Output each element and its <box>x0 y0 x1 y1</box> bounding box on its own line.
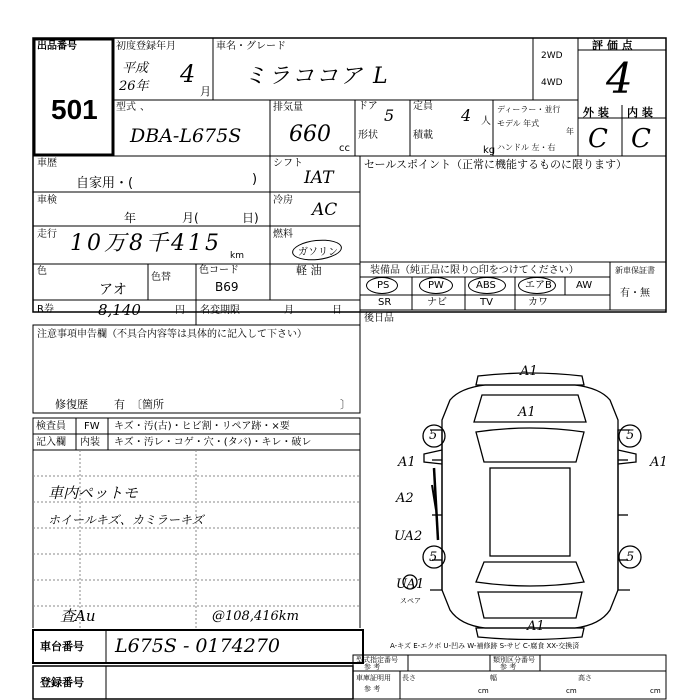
color-code-label: 色コード <box>199 265 239 276</box>
height-cm: cm <box>650 687 661 695</box>
era: 平成 <box>122 61 149 76</box>
lot-no: 501 <box>51 94 98 125</box>
chassis-value: L675S - 0174270 <box>115 635 281 657</box>
month-num: 4 <box>180 60 196 88</box>
equip-navi: ナビ <box>427 297 447 308</box>
color-label: 色 <box>37 266 47 277</box>
inspector-interior: 内装 <box>80 437 100 448</box>
width-label: 幅 <box>490 674 497 682</box>
length-label: 長さ <box>402 674 416 682</box>
cert-ref: 参 考 <box>364 685 381 693</box>
notes-label: 注意事項申告欄（不具合内容等は具体的に記入して下さい） <box>37 329 307 340</box>
interior-label: 内 装 <box>627 106 653 119</box>
mark-left-front: A1 <box>398 455 416 470</box>
mark-front-bumper: A1 <box>520 364 538 379</box>
ending-mileage: @108,416km <box>212 609 299 624</box>
inspection-day: 日) <box>242 211 259 225</box>
drive-2wd: 2WD <box>541 51 563 61</box>
color-code: B69 <box>215 280 239 294</box>
circle-airbag <box>518 277 556 294</box>
cc: cc <box>339 143 350 154</box>
inspector-row2: キズ・汚レ・コゲ・穴・(タバ)・キレ・破レ <box>114 437 312 448</box>
name-change-label: 名変期限 <box>200 305 240 316</box>
ending-note: 査Au <box>60 607 96 625</box>
exterior-label: 外 装 <box>583 106 609 119</box>
equip-pw: PW <box>428 280 444 291</box>
r-value: 8,140 <box>98 301 141 319</box>
mileage-label: 走行 <box>37 229 57 240</box>
model-year-label: モデル 年式 <box>497 119 540 128</box>
warranty-value: 有・無 <box>620 288 650 299</box>
inspector-fw: FW <box>84 421 100 432</box>
car-name-label: 車名・グレード <box>216 41 286 52</box>
inspector-label1: 検査員 <box>36 421 66 432</box>
displacement-label: 排気量 <box>273 102 303 113</box>
kg: kg <box>483 145 496 156</box>
mark-hood: A1 <box>518 405 536 420</box>
color-value: アオ <box>99 282 127 298</box>
length-cm: cm <box>478 687 489 695</box>
mark-right-front: A1 <box>650 455 668 470</box>
mark-wheel-fl: 5 <box>429 428 438 443</box>
fuel-label: 燃料 <box>273 229 293 240</box>
cert-label: 車庫証明用 <box>356 674 391 682</box>
km: km <box>230 251 244 261</box>
category-ref: 参 考 <box>500 663 517 671</box>
equip-aw: AW <box>576 280 593 291</box>
recolor-label: 色替 <box>151 272 171 283</box>
fuel-diesel: 軽 油 <box>296 264 322 277</box>
repair-label: 修復歴 <box>55 398 88 411</box>
exterior-grade: C <box>588 124 608 154</box>
equip-abs: ABS <box>476 280 496 291</box>
mark-rear-bumper: A1 <box>527 619 545 634</box>
drive-4wd: 4WD <box>541 78 563 88</box>
displacement: 660 <box>289 122 331 147</box>
r-label: R券 <box>37 304 54 315</box>
memo-line-1: 車内ペットモ <box>48 484 139 502</box>
mark-left-rear-door: UA2 <box>394 529 423 544</box>
chassis-label: 車台番号 <box>40 640 84 653</box>
category-label: 類別区分番号 <box>493 656 535 664</box>
location-close: 〕 <box>340 398 351 411</box>
mileage: 10万8千415 <box>70 231 222 256</box>
type-label: 型式指定番号 <box>356 656 398 664</box>
inspector-row1: キズ・汚(古)・ヒビ割・リペア跡・×要 <box>114 421 290 432</box>
aftermarket-label: 後日品 <box>364 313 394 324</box>
month-unit: 月 <box>200 85 211 98</box>
door-label: ドア <box>358 101 378 112</box>
year: 26年 <box>119 79 149 94</box>
circle-abs <box>468 277 506 294</box>
mark-wheel-fr: 5 <box>626 428 635 443</box>
name-change-day: 日 <box>332 305 342 316</box>
height-label: 高さ <box>578 674 592 682</box>
capacity-label: 定員 <box>413 101 433 112</box>
equip-tv: TV <box>480 297 493 308</box>
repair-value: 有 <box>114 398 125 411</box>
inspection-year: 年 <box>124 211 137 225</box>
warranty-label: 新車保証書 <box>615 266 655 275</box>
model-label: 型式 <box>116 102 136 113</box>
model-year-unit: 年 <box>566 127 574 136</box>
sales-label: セールスポイント（正常に機能するものに限ります） <box>364 158 628 171</box>
eval-label: 評 価 点 <box>592 39 633 52</box>
car-name: ミラココア L <box>244 64 390 89</box>
location-label: 〔箇所 <box>131 398 164 411</box>
inspection-label: 車検 <box>37 195 57 206</box>
spare-label: スペア <box>400 597 421 605</box>
memo-line-2: ホイールキズ、カミラーキズ <box>48 513 204 527</box>
equip-ps: PS <box>377 280 390 291</box>
inspector-label2: 記入欄 <box>36 437 66 448</box>
inspection-month: 月( <box>182 211 199 225</box>
fuel-gasoline: ガソリン <box>298 247 338 258</box>
circle-pw <box>419 277 453 294</box>
equip-airbag: エアB <box>525 280 552 291</box>
shift-value: IAT <box>304 168 334 188</box>
model-mark: 、 <box>140 102 150 113</box>
shape-label: 形状 <box>358 130 378 141</box>
circle-ps <box>366 277 398 294</box>
capacity: 4 <box>461 106 472 125</box>
first-reg-label: 初度登録年月 <box>116 41 176 52</box>
equipment-label: 装備品（純正品に限り○印をつけてください） <box>370 265 579 276</box>
person-unit: 人 <box>481 116 491 127</box>
history-value: 自家用・( <box>76 176 134 191</box>
interior-grade: C <box>631 124 651 154</box>
equip-sr: SR <box>378 297 392 308</box>
dealer-label: ディーラー・並行 <box>497 105 561 114</box>
history-label: 車歴 <box>37 158 57 169</box>
model-value: DBA-L675S <box>130 125 242 147</box>
mark-wheel-rl: 5 <box>429 550 438 565</box>
width-cm: cm <box>566 687 577 695</box>
handle-label: ハンドル 左・右 <box>497 143 556 152</box>
load-label: 積載 <box>413 130 433 141</box>
aircon-value: AC <box>312 200 338 220</box>
type-ref: 参 考 <box>364 663 381 671</box>
lot-no-label: 出品番号 <box>37 41 77 52</box>
name-change-month: 月 <box>284 305 294 316</box>
car-diagram <box>390 360 670 640</box>
yen: 円 <box>175 305 185 316</box>
registration-label: 登録番号 <box>40 676 84 689</box>
eval-score: 4 <box>606 54 633 103</box>
mark-wheel-rr: 5 <box>626 550 635 565</box>
doors: 5 <box>384 106 395 125</box>
mark-left-door: A2 <box>396 491 414 506</box>
damage-legend: A-キズ E-エクボ U-凹み W-補修跡 S-サビ C-腐食 XX-交換済 <box>390 642 580 650</box>
shift-label: シフト <box>273 158 303 169</box>
history-close: ) <box>252 172 258 187</box>
mark-left-rear: UA1 <box>396 577 425 592</box>
aircon-label: 冷房 <box>273 195 293 206</box>
equip-leather: カワ <box>528 297 548 308</box>
